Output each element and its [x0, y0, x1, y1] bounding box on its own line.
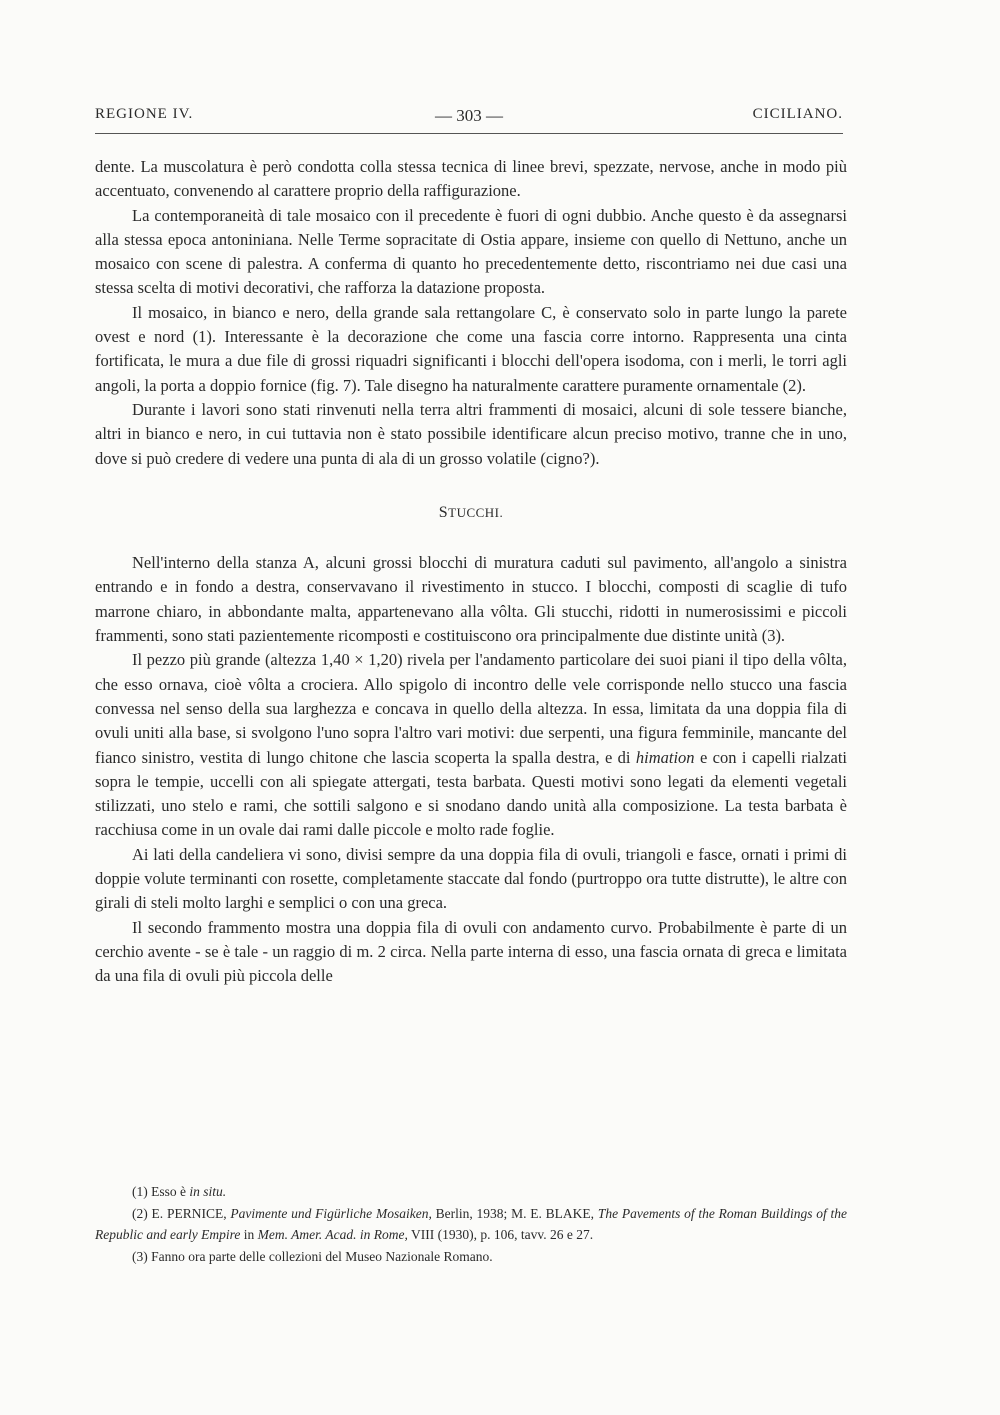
section-heading — [95, 501, 847, 525]
running-head — [95, 106, 843, 128]
footnote-label: (3) — [132, 1248, 148, 1264]
footnote-3 — [95, 1246, 847, 1268]
paragraph: Ai lati della candeliera vi sono, divisi sempre da una doppia fila di ovuli, triangoli e fasce, ornati i primi di doppie volute terminanti con rosette, completamente staccate dal fondo (purtroppo ora tutte distrutte), le altre con girali di steli molto larghi e semplici o con una greca. — [95, 844, 847, 913]
footnote-text: in — [243, 1227, 255, 1242]
footnote-label: (2) — [132, 1205, 148, 1221]
body-text — [95, 155, 847, 989]
footnote-text: Esso è — [151, 1184, 186, 1199]
footnote-2 — [95, 1203, 847, 1246]
paragraph: Il mosaico, in bianco e nero, della grande sala rettangolare C, è conservato solo in parte lungo la parete ovest e nord (1). Interessante è la decorazione che come una fascia corre intorno. Rappresenta una cinta fortificata, le mura a due file di grossi riquadri significanti i blocchi dell'opera isodoma, con i merli, le torri agli angoli, la porta a doppio fornice (fig. 7). Tale disegno ha naturalmente carattere puramente ornamentale (2). — [95, 302, 847, 395]
section-heading-initial: S — [438, 503, 449, 521]
running-head-place: CICILIANO. — [752, 106, 843, 122]
footnote-text: Fanno ora parte delle collezioni del Museo Nazionale Romano. — [151, 1248, 493, 1264]
paragraph: Durante i lavori sono stati rinvenuti nella terra altri frammenti di mosaici, alcuni di sole tessere bianche, altri in bianco e nero, in cui tuttavia non è stato possibile identificare alcun preciso motivo, tranne che in uno, dove si può credere di vedere una punta di ala di un grosso volatile (cigno?). — [95, 399, 847, 468]
italic-term: himation — [635, 747, 695, 767]
footnote-italic: in situ. — [189, 1184, 227, 1199]
paragraph-text: e con i capelli rialzati sopra le tempie, uccelli con ali spiegate attergati, testa barbata. Questi motivi sono legati da elementi vegetali stilizzati, uno stelo e rami, che sottili salgono e si snodano dando unità alla composizione. La testa barbata è racchiusa come in un ovale dai rami dalle piccole e molto rade foglie. — [95, 747, 847, 840]
paragraph: Nell'interno della stanza A, alcuni grossi blocchi di muratura caduti sul pavimento, all'angolo a sinistra entrando e in fondo a destra, conservavano il rivestimento in stucco. I blocchi, composti di scaglie di tufo marrone chiaro, in abbondante malta, appartenevano alla vôlta. Gli stucchi, ridotti in numerosissimi e piccoli frammenti, sono stati pazientemente ricomposti e costituiscono ora principalmente due distinte unità (3). — [95, 553, 847, 646]
footnote-title: The Pavements of the Roman Buildings of the Republic and early Empire — [95, 1205, 848, 1242]
footnotes — [95, 1181, 847, 1267]
header-rule — [95, 133, 843, 134]
page-number: — 303 — — [435, 106, 503, 125]
footnote-label: (1) — [132, 1184, 148, 1199]
footnote-text: VIII (1930), p. 106, tavv. 26 e 27. — [410, 1227, 594, 1242]
running-head-section: REGIONE IV. — [95, 106, 194, 122]
paragraph: Il secondo frammento mostra una doppia fila di ovuli con andamento curvo. Probabilmente è parte di un cerchio avente - se è tale - un raggio di m. 2 circa. Nella parte interna di esso, una fascia ornata di greca e limitata da una fila di ovuli più piccola delle — [95, 917, 847, 986]
footnote-1 — [95, 1181, 847, 1203]
footnote-text: Berlin, 1938; M. E. BLAKE, — [435, 1205, 595, 1221]
paragraph — [95, 648, 847, 842]
footnote-journal: Mem. Amer. Acad. in Rome, — [257, 1227, 408, 1242]
footnote-title: Pavimente und Figürliche Mosaiken, — [230, 1205, 432, 1221]
section-heading-rest: TUCCHI. — [448, 504, 504, 520]
paragraph: La contemporaneità di tale mosaico con il precedente è fuori di ogni dubbio. Anche questo è da assegnarsi alla stessa epoca antoniniana. Nelle Terme sopracitate di Ostia appare, insieme con quello di Nettuno, anche un mosaico con scene di palestra. A conferma di quanto ho precedentemente detto, riscontriamo nei due casi una stessa scelta di motivi decorativi, che rafforza la datazione proposta. — [95, 205, 847, 298]
paragraph: dente. La muscolatura è però condotta colla stessa tecnica di linee brevi, spezzate, nervose, anche in modo più accentuato, convenendo al carattere proprio della raffigurazione. — [95, 157, 847, 201]
footnote-author: E. PERNICE, — [151, 1205, 227, 1221]
paragraph-text: Il pezzo più grande (altezza 1,40 × 1,20) rivela per l'andamento particolare dei suoi piani il tipo della vôlta, che esso ornava, cioè vôlta a crociera. Allo spigolo di incontro delle vele corrisponde nello stucco una fascia convessa nel senso della sua larghezza e concava in quello della altezza. In essa, limitata da una doppia fila di ovuli uniti alla base, si svolgono l'uno sopra l'altro vari motivi: due serpenti, una figura femminile, mancante del fianco sinistro, vestita di lungo chitone che lascia scoperta la spalla destra, e di — [95, 650, 847, 767]
